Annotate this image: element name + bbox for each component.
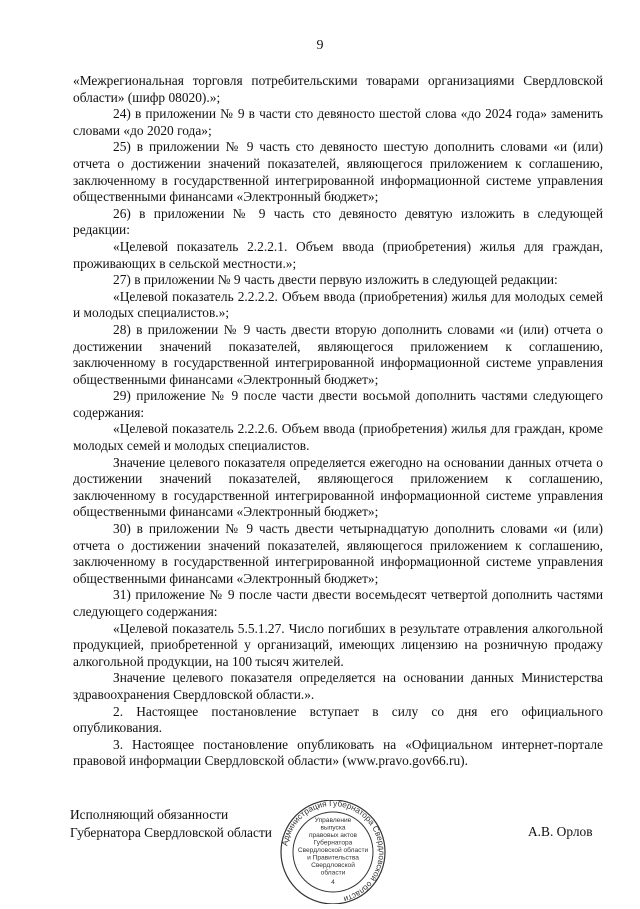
signature-block	[0, 800, 640, 905]
stamp-ring-text: Администрация Губернатора Свердловской области	[280, 800, 387, 904]
paragraph-1: 24) в приложении № 9 в части сто девяносто шестой слова «до 2024 года» заменить словами «до 2020 года»;	[73, 106, 603, 138]
paragraph-11: 30) в приложении № 9 часть двести четырнадцатую дополнить словами «и (или) отчета о достижении значений показателей, являющегося приложением к соглашению, заключенному в государственной интегрированной информационной системе управления общественными финансами «Электронный бюджет»;	[73, 521, 603, 586]
stamp-line-3: Губернатора	[313, 839, 353, 847]
stamp-line-1: выпуска	[320, 824, 346, 832]
signatory-position-line1: Исполняющий обязанности	[70, 807, 229, 822]
signatory-position	[70, 806, 272, 842]
paragraph-8: 29) приложение № 9 после части двести восьмой дополнить частями следующего содержания:	[73, 388, 603, 420]
paragraph-7: 28) в приложении № 9 часть двести вторую дополнить словами «и (или) отчета о достижении значений показателей, являющегося приложением к соглашению, заключенному в государственной интегрированной информационной системе управления общественными финансами «Электронный бюджет»;	[73, 321, 603, 387]
stamp-line-5: и Правительства	[307, 854, 359, 862]
signatory-name: А.В. Орлов	[528, 824, 593, 839]
document-body	[73, 73, 603, 770]
paragraph-12: 31) приложение № 9 после части двести восемьдесят четвертой дополнить частями следующего содержания:	[73, 587, 603, 619]
paragraph-0: «Межрегиональная торговля потребительскими товарами организациями Свердловской области» (шифр 08020).»;	[73, 73, 603, 105]
paragraph-10: Значение целевого показателя определяется ежегодно на основании данных отчета о достижении значений показателей, являющегося приложением к соглашению, заключенному в государственной интегрированной информационной системе управления общественными финансами «Электронный бюджет»;	[73, 454, 603, 520]
stamp-line-7: области	[320, 869, 346, 877]
paragraph-13: «Целевой показатель 5.5.1.27. Число погибших в результате отравления алкогольной продукцией, приобретенной у организаций, имеющих лицензию на розничную продажу алкогольной продукции, на 100 тысяч жителей.	[73, 620, 603, 669]
paragraph-14: Значение целевого показателя определяется на основании данных Министерства здравоохранения Свердловской области.».	[73, 670, 603, 702]
stamp-seal	[272, 800, 394, 904]
signatory-position-line2: Губернатора Свердловской области	[70, 825, 272, 840]
paragraph-9: «Целевой показатель 2.2.2.6. Объем ввода (приобретения) жилья для граждан, кроме молодых семей и молодых специалистов.	[73, 421, 603, 454]
stamp-line-2: правовых актов	[308, 832, 358, 839]
paragraph-6: «Целевой показатель 2.2.2.2. Объем ввода (приобретения) жилья для молодых семей и молодых специалистов.»;	[73, 288, 603, 321]
official-stamp	[272, 800, 394, 904]
page-number: 9	[316, 38, 324, 53]
stamp-line-4: Свердловской области	[297, 847, 369, 854]
paragraph-4: «Целевой показатель 2.2.2.1. Объем ввода (приобретения) жилья для граждан, проживающих в сельской местности.»;	[73, 238, 603, 271]
paragraph-16: 3. Настоящее постановление опубликовать на «Официальном интернет-портале правовой информации Свердловской области» (www.pravo.gov66.ru).	[73, 736, 603, 769]
stamp-line-8: 4	[331, 879, 335, 886]
stamp-line-0: Управление	[314, 817, 352, 824]
paragraph-15: 2. Настоящее постановление вступает в силу со дня его официального опубликования.	[73, 703, 603, 736]
paragraph-5: 27) в приложении № 9 часть двести первую изложить в следующей редакции:	[113, 272, 558, 288]
paragraph-3: 26) в приложении № 9 часть сто девяносто девятую изложить в следующей редакции:	[73, 205, 603, 238]
paragraph-2: 25) в приложении № 9 часть сто девяносто шестую дополнить словами «и (или) отчета о достижении значений показателей, являющегося приложением к соглашению, заключенному в государственной интегрированной информационной системе управления общественными финансами «Электронный бюджет»;	[73, 139, 603, 205]
stamp-line-6: Свердловской	[311, 862, 355, 869]
